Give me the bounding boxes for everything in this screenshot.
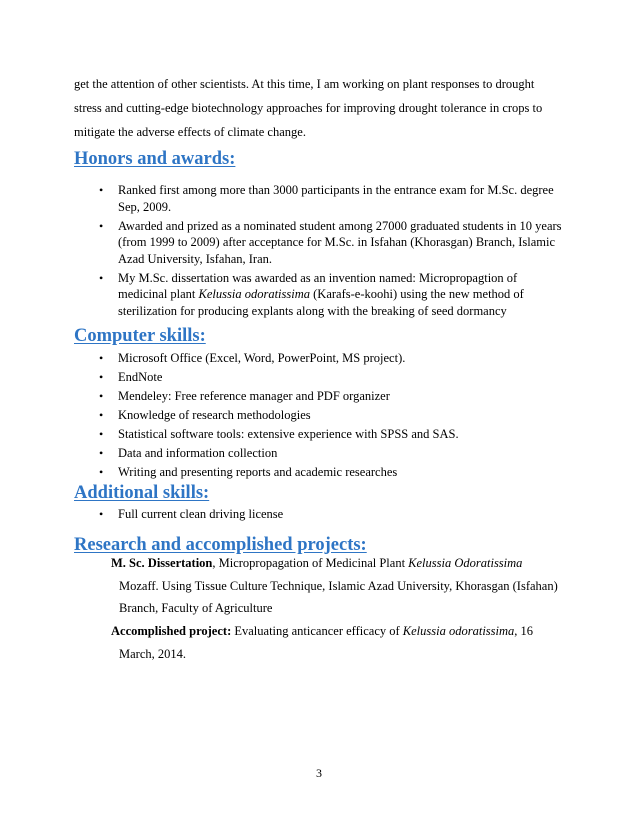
list-item: • Knowledge of research methodologies: [99, 408, 311, 422]
bullet-icon: •: [99, 183, 104, 197]
accomplished-project-entry: Accomplished project: Evaluating anticancer efficacy of Kelussia odoratissima, 16 March, 2014.: [111, 624, 534, 661]
computer-skills-list: [0, 350, 600, 483]
list-item: • Data and information collection: [99, 446, 278, 460]
page-number: 3: [316, 766, 322, 780]
intro-line: get the attention of other scientists. At this time, I am working on plant responses to drought: [74, 77, 535, 91]
list-item: • Microsoft Office (Excel, Word, PowerPoint, MS project).: [99, 351, 406, 365]
bullet-icon: •: [99, 465, 104, 479]
species-name: Kelussia odoratissima: [402, 624, 515, 638]
intro-paragraph: [74, 72, 574, 144]
bullet-icon: •: [99, 218, 104, 233]
project-label: Accomplished project:: [111, 624, 232, 638]
bullet-icon: •: [99, 408, 104, 422]
research-heading: Research and accomplished projects:: [74, 535, 367, 555]
list-item: • Writing and presenting reports and academic researches: [99, 465, 398, 479]
species-name: Kelussia Odoratissima: [408, 556, 523, 570]
honors-heading: Honors and awards:: [74, 149, 236, 169]
additional-skills-heading: Additional skills:: [74, 483, 210, 503]
list-item: • Full current clean driving license: [99, 507, 284, 521]
dissertation-label: M. Sc. Dissertation: [111, 556, 213, 570]
bullet-icon: •: [99, 427, 104, 441]
intro-line: stress and cutting-edge biotechnology approaches for improving drought tolerance in crops to: [74, 101, 543, 115]
list-item: • Statistical software tools: extensive experience with SPSS and SAS.: [99, 427, 459, 441]
species-name: Kelussia odoratissima: [198, 287, 311, 301]
intro-line: mitigate the adverse effects of climate change.: [74, 125, 306, 139]
honors-list: [0, 182, 600, 322]
bullet-icon: •: [99, 370, 104, 384]
bullet-icon: •: [99, 389, 104, 403]
bullet-icon: •: [99, 507, 104, 521]
list-item: • Ranked first among more than 3000 participants in the entrance exam for M.Sc. degree Sep, 2009.: [99, 183, 554, 214]
additional-skills-list: [0, 506, 600, 525]
list-item: • My M.Sc. dissertation was awarded as an invention named: Micropropagtion of medicinal plant Kelussia odoratissima (Karafs-e-koohi) using the new method of sterilization for producing explants along with the breaking of seed dormancy: [99, 270, 524, 318]
bullet-icon: •: [99, 446, 104, 460]
list-item: • EndNote: [99, 370, 163, 384]
list-item: • Awarded and prized as a nominated student among 27000 graduated students in 10 years (from 1999 to 2009) after acceptance for M.Sc. in Isfahan (Khorasgan) Branch, Islamic Azad University, Isfahan, Iran.: [99, 218, 562, 266]
list-item: • Mendeley: Free reference manager and PDF organizer: [99, 389, 390, 403]
bullet-icon: •: [99, 270, 104, 285]
dissertation-entry: M. Sc. Dissertation, Micropropagation of Medicinal Plant Kelussia Odoratissima Mozaff. Using Tissue Culture Technique, Islamic Azad University, Khorasgan (Isfahan) Branch, Faculty of Agriculture: [111, 556, 558, 615]
bullet-icon: •: [99, 351, 104, 365]
computer-skills-heading: Computer skills:: [74, 326, 206, 346]
